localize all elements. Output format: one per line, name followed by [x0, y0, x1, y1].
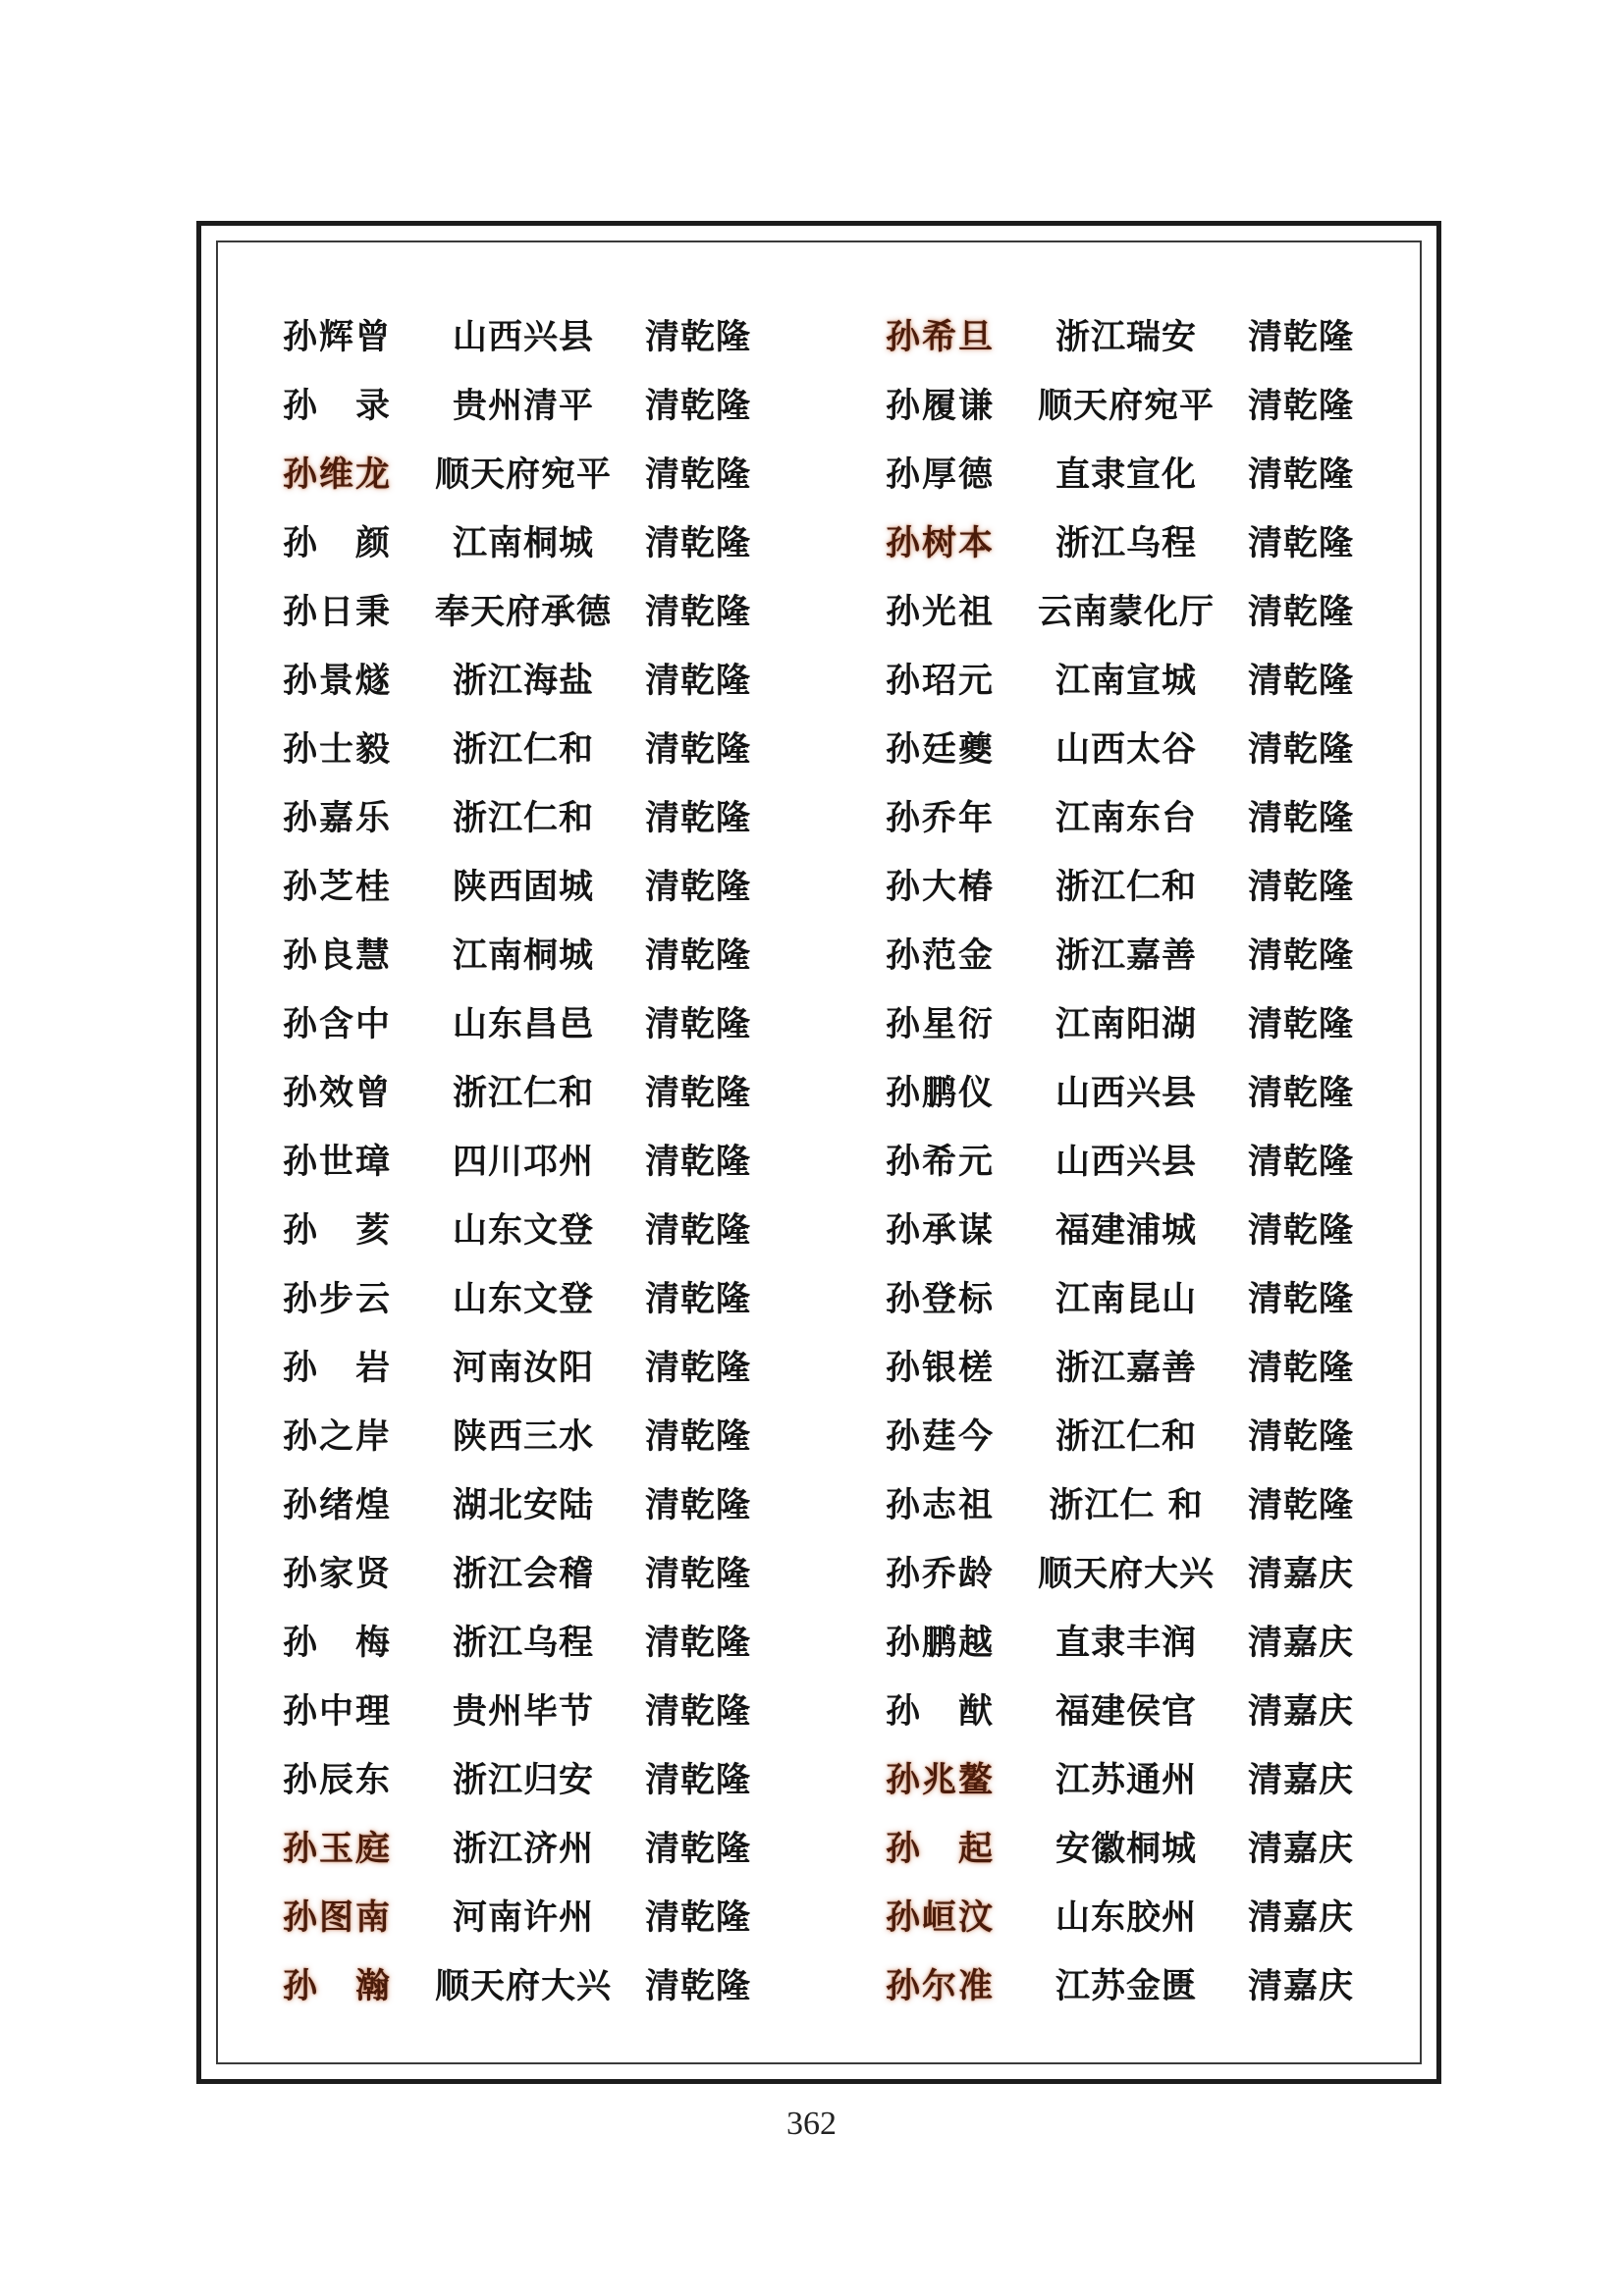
- person-name: 孙志祖: [886, 1485, 994, 1525]
- era-label: 清嘉庆: [1247, 1966, 1354, 2006]
- list-item: [886, 369, 1494, 438]
- native-place: 浙江会稽: [452, 1554, 594, 1594]
- person-name-cell: [886, 929, 1033, 978]
- list-item: [283, 438, 892, 507]
- person-name: 孙辉曾: [283, 317, 391, 357]
- era-label: 清乾隆: [644, 729, 751, 770]
- native-place: 山东文登: [452, 1279, 594, 1319]
- person-name-cell: [283, 1891, 430, 1940]
- era-label: 清乾隆: [1247, 1142, 1354, 1182]
- era-label: 清乾隆: [644, 1760, 751, 1800]
- native-place: 浙江仁和: [452, 798, 594, 838]
- person-name: 孙廷夔: [886, 729, 994, 770]
- person-name-cell: [886, 654, 1033, 703]
- era-label: 清乾隆: [644, 1966, 751, 2006]
- list-item: [886, 781, 1494, 850]
- era-label: 清乾隆: [644, 454, 751, 495]
- person-name: 孙光祖: [886, 592, 994, 632]
- native-place: 浙江瑞安: [1055, 317, 1197, 357]
- era-label: 清乾隆: [1247, 1210, 1354, 1251]
- person-name: 孙履谦: [886, 386, 994, 426]
- list-item: [283, 713, 892, 781]
- list-item: [283, 1194, 892, 1262]
- era-label: 清乾隆: [644, 661, 751, 701]
- person-name-cell: [886, 860, 1033, 909]
- person-name-cell: [283, 1341, 430, 1390]
- person-name: 孙绪煌: [283, 1485, 391, 1525]
- person-name: 孙良慧: [283, 935, 391, 976]
- person-name: 孙希元: [886, 1142, 994, 1182]
- list-item: [886, 507, 1494, 575]
- era-label: 清乾隆: [644, 1485, 751, 1525]
- person-name-cell: [283, 929, 430, 978]
- left-name-list: [283, 300, 892, 2018]
- person-name: 孙之岸: [283, 1416, 391, 1457]
- person-name-cell: [283, 1066, 430, 1115]
- native-place: 直隶宣化: [1055, 454, 1197, 495]
- person-name: 孙日秉: [283, 592, 391, 632]
- native-place: 河南汝阳: [452, 1348, 594, 1388]
- native-place: 江南阳湖: [1055, 1004, 1197, 1044]
- list-item: [283, 1606, 892, 1675]
- person-name-cell: [886, 1341, 1033, 1390]
- native-place: 四川邛州: [452, 1142, 594, 1182]
- era-label: 清乾隆: [1247, 1485, 1354, 1525]
- person-name-cell: [283, 1753, 430, 1802]
- list-item: [283, 919, 892, 988]
- era-label: 清乾隆: [1247, 935, 1354, 976]
- native-place: 江南宣城: [1055, 661, 1197, 701]
- native-place: 浙江济州: [452, 1829, 594, 1869]
- person-name: 孙乔龄: [886, 1554, 994, 1594]
- era-label: 清乾隆: [644, 1210, 751, 1251]
- era-label: 清乾隆: [1247, 661, 1354, 701]
- person-name: 孙星衍: [886, 1004, 994, 1044]
- list-item: [283, 1056, 892, 1125]
- person-name: 孙尔准: [886, 1966, 994, 2006]
- person-name-cell: [886, 1684, 1033, 1734]
- list-item: [283, 1743, 892, 1812]
- list-item: [283, 1125, 892, 1194]
- person-name: 孙鹏越: [886, 1623, 994, 1663]
- list-item: [886, 1125, 1494, 1194]
- native-place: 山西兴县: [1055, 1142, 1197, 1182]
- list-item: [886, 438, 1494, 507]
- native-place: 江南昆山: [1055, 1279, 1197, 1319]
- era-label: 清乾隆: [1247, 523, 1354, 563]
- era-label: 清嘉庆: [1247, 1554, 1354, 1594]
- list-item: [283, 1881, 892, 1949]
- person-name-cell: [886, 1616, 1033, 1665]
- person-name: 孙 岩: [283, 1348, 391, 1388]
- native-place: 浙江归安: [452, 1760, 594, 1800]
- era-label: 清乾隆: [644, 798, 751, 838]
- list-item: [283, 369, 892, 438]
- person-name: 孙维龙: [283, 454, 391, 495]
- person-name-cell: [886, 310, 1033, 359]
- native-place: 贵州清平: [452, 386, 594, 426]
- list-item: [283, 850, 892, 919]
- person-name-cell: [886, 997, 1033, 1046]
- list-item: [886, 1606, 1494, 1675]
- list-item: [886, 1675, 1494, 1743]
- person-name: 孙 颜: [283, 523, 391, 563]
- person-name-cell: [886, 516, 1033, 565]
- native-place: 陕西固城: [452, 867, 594, 907]
- era-label: 清嘉庆: [1247, 1623, 1354, 1663]
- native-place: 浙江仁 和: [1049, 1485, 1204, 1525]
- list-item: [886, 1949, 1494, 2018]
- native-place: 浙江仁和: [452, 729, 594, 770]
- list-item: [886, 300, 1494, 369]
- era-label: 清乾隆: [1247, 454, 1354, 495]
- list-item: [886, 1400, 1494, 1468]
- person-name-cell: [886, 1066, 1033, 1115]
- person-name-cell: [283, 1547, 430, 1596]
- person-name-cell: [886, 448, 1033, 497]
- era-label: 清乾隆: [644, 523, 751, 563]
- native-place: 浙江乌程: [1055, 523, 1197, 563]
- person-name-cell: [283, 654, 430, 703]
- list-item: [283, 1812, 892, 1881]
- person-name: 孙景燧: [283, 661, 391, 701]
- era-label: 清乾隆: [1247, 798, 1354, 838]
- person-name: 孙玉庭: [283, 1829, 391, 1869]
- person-name: 孙含中: [283, 1004, 391, 1044]
- list-item: [283, 1468, 892, 1537]
- list-item: [283, 1949, 892, 2018]
- native-place: 浙江仁和: [1055, 867, 1197, 907]
- person-name: 孙世璋: [283, 1142, 391, 1182]
- person-name: 孙士毅: [283, 729, 391, 770]
- person-name-cell: [886, 1891, 1033, 1940]
- native-place: 顺天府宛平: [434, 454, 612, 495]
- era-label: 清乾隆: [644, 1142, 751, 1182]
- person-name-cell: [283, 1410, 430, 1459]
- person-name-cell: [886, 1203, 1033, 1253]
- person-name-cell: [283, 1203, 430, 1253]
- person-name: 孙步云: [283, 1279, 391, 1319]
- person-name: 孙鹏仪: [886, 1073, 994, 1113]
- list-item: [886, 1194, 1494, 1262]
- person-name-cell: [283, 1135, 430, 1184]
- native-place: 湖北安陆: [452, 1485, 594, 1525]
- native-place: 浙江嘉善: [1055, 935, 1197, 976]
- era-label: 清乾隆: [1247, 592, 1354, 632]
- person-name: 孙芝桂: [283, 867, 391, 907]
- list-item: [886, 1812, 1494, 1881]
- native-place: 河南许州: [452, 1897, 594, 1938]
- era-label: 清乾隆: [644, 592, 751, 632]
- era-label: 清乾隆: [1247, 1348, 1354, 1388]
- person-name-cell: [886, 722, 1033, 772]
- list-item: [886, 713, 1494, 781]
- person-name-cell: [283, 860, 430, 909]
- person-name: 孙中理: [283, 1691, 391, 1732]
- person-name-cell: [283, 1822, 430, 1871]
- person-name-cell: [886, 585, 1033, 634]
- native-place: 安徽桐城: [1055, 1829, 1197, 1869]
- person-name: 孙 录: [283, 386, 391, 426]
- native-place: 山西兴县: [452, 317, 594, 357]
- native-place: 顺天府大兴: [1037, 1554, 1215, 1594]
- person-name: 孙 猷: [886, 1691, 994, 1732]
- person-name: 孙大椿: [886, 867, 994, 907]
- person-name: 孙嘉乐: [283, 798, 391, 838]
- native-place: 顺天府大兴: [434, 1966, 612, 2006]
- person-name-cell: [886, 1822, 1033, 1871]
- person-name: 孙 瀚: [283, 1966, 391, 2006]
- person-name: 孙辰东: [283, 1760, 391, 1800]
- era-label: 清乾隆: [644, 1691, 751, 1732]
- list-item: [886, 1537, 1494, 1606]
- era-label: 清嘉庆: [1247, 1829, 1354, 1869]
- era-label: 清乾隆: [644, 1416, 751, 1457]
- person-name: 孙范金: [886, 935, 994, 976]
- list-item: [886, 1881, 1494, 1949]
- person-name-cell: [886, 1753, 1033, 1802]
- person-name-cell: [886, 1272, 1033, 1321]
- era-label: 清乾隆: [1247, 1073, 1354, 1113]
- era-label: 清乾隆: [644, 386, 751, 426]
- person-name: 孙希旦: [886, 317, 994, 357]
- person-name: 孙峘汶: [886, 1897, 994, 1938]
- list-item: [886, 919, 1494, 988]
- person-name-cell: [283, 722, 430, 772]
- person-name-cell: [283, 997, 430, 1046]
- era-label: 清乾隆: [1247, 1004, 1354, 1044]
- era-label: 清乾隆: [644, 1004, 751, 1044]
- native-place: 浙江仁和: [452, 1073, 594, 1113]
- person-name: 孙家贤: [283, 1554, 391, 1594]
- list-item: [283, 1675, 892, 1743]
- era-label: 清嘉庆: [1247, 1897, 1354, 1938]
- list-item: [283, 1537, 892, 1606]
- era-label: 清乾隆: [1247, 867, 1354, 907]
- person-name: 孙图南: [283, 1897, 391, 1938]
- person-name: 孙 梅: [283, 1623, 391, 1663]
- native-place: 云南蒙化厅: [1037, 592, 1215, 632]
- person-name: 孙 起: [886, 1829, 994, 1869]
- native-place: 江苏通州: [1055, 1760, 1197, 1800]
- list-item: [283, 1400, 892, 1468]
- list-item: [283, 644, 892, 713]
- era-label: 清乾隆: [644, 935, 751, 976]
- person-name-cell: [283, 1959, 430, 2008]
- native-place: 山东文登: [452, 1210, 594, 1251]
- era-label: 清乾隆: [644, 317, 751, 357]
- person-name: 孙玿元: [886, 661, 994, 701]
- person-name-cell: [886, 1959, 1033, 2008]
- person-name-cell: [886, 1135, 1033, 1184]
- era-label: 清乾隆: [644, 867, 751, 907]
- list-item: [283, 507, 892, 575]
- person-name-cell: [283, 1616, 430, 1665]
- person-name-cell: [283, 1272, 430, 1321]
- era-label: 清乾隆: [644, 1554, 751, 1594]
- page-number: 362: [786, 2106, 837, 2142]
- list-item: [886, 1468, 1494, 1537]
- person-name-cell: [283, 516, 430, 565]
- person-name-cell: [283, 310, 430, 359]
- person-name-cell: [283, 1684, 430, 1734]
- person-name: 孙莛今: [886, 1416, 994, 1457]
- native-place: 江南东台: [1055, 798, 1197, 838]
- era-label: 清乾隆: [644, 1829, 751, 1869]
- era-label: 清乾隆: [1247, 317, 1354, 357]
- era-label: 清乾隆: [644, 1279, 751, 1319]
- person-name-cell: [283, 1478, 430, 1527]
- list-item: [886, 575, 1494, 644]
- person-name-cell: [283, 791, 430, 840]
- person-name: 孙乔年: [886, 798, 994, 838]
- person-name-cell: [886, 1410, 1033, 1459]
- native-place: 浙江仁和: [1055, 1416, 1197, 1457]
- native-place: 江苏金匮: [1055, 1966, 1197, 2006]
- native-place: 山东昌邑: [452, 1004, 594, 1044]
- person-name: 孙兆鳌: [886, 1760, 994, 1800]
- list-item: [886, 1056, 1494, 1125]
- list-item: [283, 781, 892, 850]
- native-place: 贵州毕节: [452, 1691, 594, 1732]
- native-place: 奉天府承德: [434, 592, 612, 632]
- era-label: 清乾隆: [1247, 729, 1354, 770]
- list-item: [886, 1331, 1494, 1400]
- native-place: 福建侯官: [1055, 1691, 1197, 1732]
- person-name: 孙 荄: [283, 1210, 391, 1251]
- native-place: 福建浦城: [1055, 1210, 1197, 1251]
- list-item: [283, 300, 892, 369]
- native-place: 山西兴县: [1055, 1073, 1197, 1113]
- list-item: [886, 1743, 1494, 1812]
- native-place: 山西太谷: [1055, 729, 1197, 770]
- person-name: 孙承谋: [886, 1210, 994, 1251]
- list-item: [283, 1331, 892, 1400]
- list-item: [283, 575, 892, 644]
- era-label: 清乾隆: [1247, 1279, 1354, 1319]
- native-place: 江南桐城: [452, 935, 594, 976]
- list-item: [283, 1262, 892, 1331]
- person-name-cell: [283, 448, 430, 497]
- native-place: 山东胶州: [1055, 1897, 1197, 1938]
- era-label: 清乾隆: [644, 1897, 751, 1938]
- person-name: 孙效曾: [283, 1073, 391, 1113]
- list-item: [886, 644, 1494, 713]
- list-item: [886, 850, 1494, 919]
- person-name: 孙银槎: [886, 1348, 994, 1388]
- era-label: 清乾隆: [1247, 386, 1354, 426]
- native-place: 浙江乌程: [452, 1623, 594, 1663]
- native-place: 陕西三水: [452, 1416, 594, 1457]
- native-place: 江南桐城: [452, 523, 594, 563]
- era-label: 清乾隆: [644, 1073, 751, 1113]
- person-name-cell: [886, 791, 1033, 840]
- native-place: 浙江海盐: [452, 661, 594, 701]
- person-name: 孙树本: [886, 523, 994, 563]
- list-item: [283, 988, 892, 1056]
- native-place: 顺天府宛平: [1037, 386, 1215, 426]
- person-name-cell: [283, 585, 430, 634]
- list-item: [886, 1262, 1494, 1331]
- person-name-cell: [886, 379, 1033, 428]
- person-name: 孙厚德: [886, 454, 994, 495]
- era-label: 清乾隆: [644, 1348, 751, 1388]
- era-label: 清乾隆: [1247, 1416, 1354, 1457]
- list-item: [886, 988, 1494, 1056]
- era-label: 清嘉庆: [1247, 1691, 1354, 1732]
- person-name-cell: [283, 379, 430, 428]
- native-place: 浙江嘉善: [1055, 1348, 1197, 1388]
- person-name-cell: [886, 1478, 1033, 1527]
- era-label: 清乾隆: [644, 1623, 751, 1663]
- person-name-cell: [886, 1547, 1033, 1596]
- right-name-list: [886, 300, 1494, 2018]
- era-label: 清嘉庆: [1247, 1760, 1354, 1800]
- native-place: 直隶丰润: [1055, 1623, 1197, 1663]
- person-name: 孙登标: [886, 1279, 994, 1319]
